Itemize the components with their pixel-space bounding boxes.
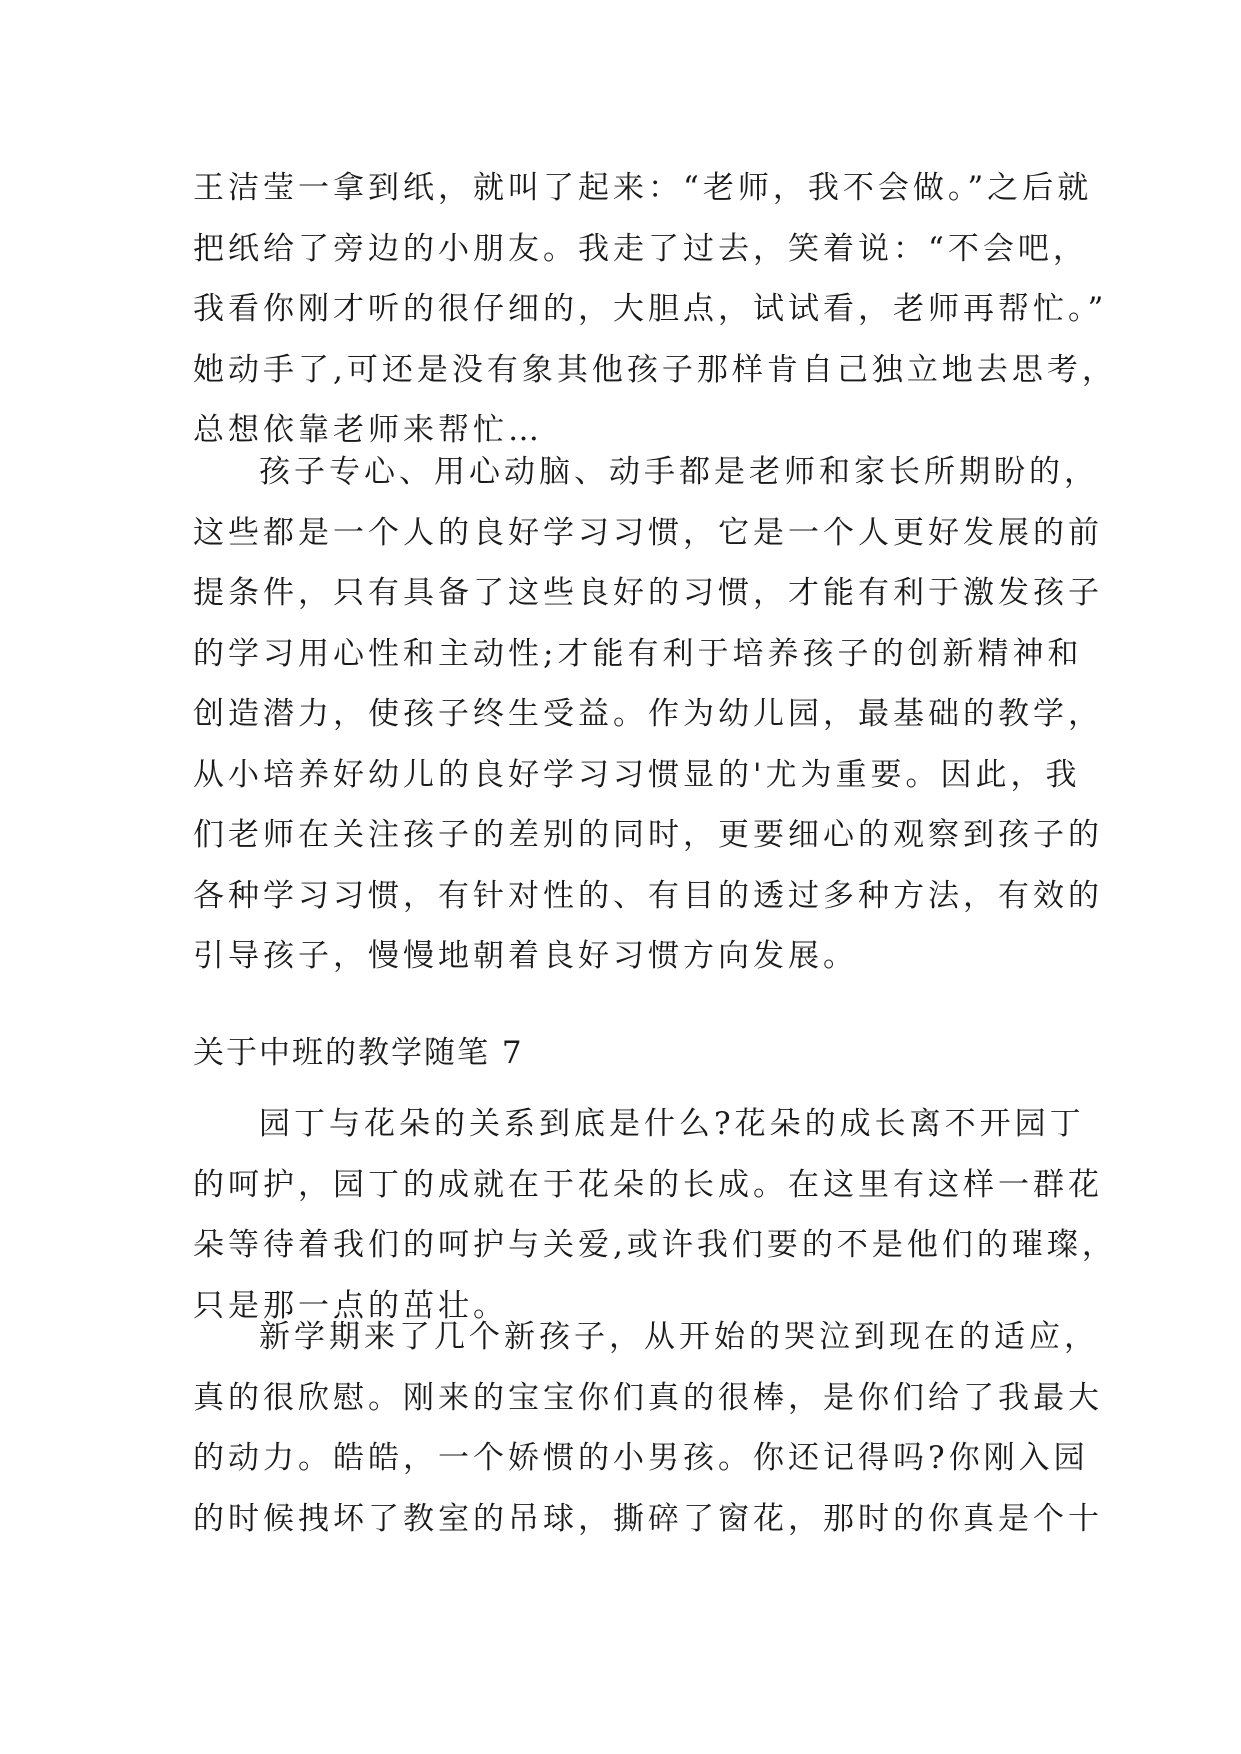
text-line: 朵等待着我们的呵护与关爱,或许我们要的不是他们的璀璨， <box>193 1227 1117 1263</box>
text-line: 王洁莹一拿到纸，就叫了起来：“老师，我不会做。”之后就 <box>193 170 1093 206</box>
text-line: 引导孩子，慢慢地朝着良好习惯方向发展。 <box>193 938 858 974</box>
text-line: 她动手了,可还是没有象其他孩子那样肯自己独立地去思考， <box>193 351 1117 388</box>
paragraph-habits <box>193 442 1103 987</box>
text-line: 的呵护，园丁的成就在于花朵的长成。在这里有这样一群花 <box>193 1166 1103 1203</box>
text-line: 只是那一点的茁壮。 <box>193 1287 508 1324</box>
text-line: 园丁与花朵的关系到底是什么?花朵的成长离不开园丁 <box>259 1106 1085 1142</box>
paragraph-gardener <box>193 1094 1117 1336</box>
text-line: 的学习用心性和主动性;才能有利于培养孩子的创新精神和 <box>193 635 1083 672</box>
text-line: 们老师在关注孩子的差别的同时，更要细心的观察到孩子的 <box>193 817 1103 853</box>
text-line: 提条件，只有具备了这些良好的习惯，才能有利于激发孩子 <box>193 575 1103 611</box>
paragraph-new-term <box>193 1307 1103 1549</box>
text-line: 这些都是一个人的良好学习习惯，它是一个人更好发展的前 <box>193 514 1103 551</box>
text-line: 各种学习习惯，有针对性的、有目的透过多种方法，有效的 <box>193 877 1103 914</box>
text-line: 新学期来了几个新孩子，从开始的哭泣到现在的适应， <box>259 1319 1099 1355</box>
paragraph-continuation <box>193 158 1117 461</box>
text-line: 总想依靠老师来帮忙… <box>193 412 543 448</box>
text-line: 孩子专心、用心动脑、动手都是老师和家长所期盼的， <box>259 454 1099 490</box>
section-heading: 关于中班的教学随笔 7 <box>193 1035 524 1071</box>
text-line: 真的很欣慰。刚来的宝宝你们真的很棒，是你们给了我最大 <box>193 1379 1103 1416</box>
text-line: 创造潜力，使孩子终生受益。作为幼儿园，最基础的教学， <box>193 696 1103 732</box>
text-line: 的时候拽坏了教室的吊球，撕碎了窗花，那时的你真是个十 <box>193 1500 1103 1537</box>
text-line: 把纸给了旁边的小朋友。我走了过去，笑着说：“不会吧， <box>193 230 1088 267</box>
text-line: 我看你刚才听的很仔细的，大胆点，试试看，老师再帮忙。” <box>193 291 1108 327</box>
text-line: 的动力。皓皓，一个娇惯的小男孩。你还记得吗?你刚入园 <box>193 1440 1089 1476</box>
text-line: 从小培养好幼儿的良好学习习惯显的'尤为重要。因此，我 <box>193 756 1081 793</box>
